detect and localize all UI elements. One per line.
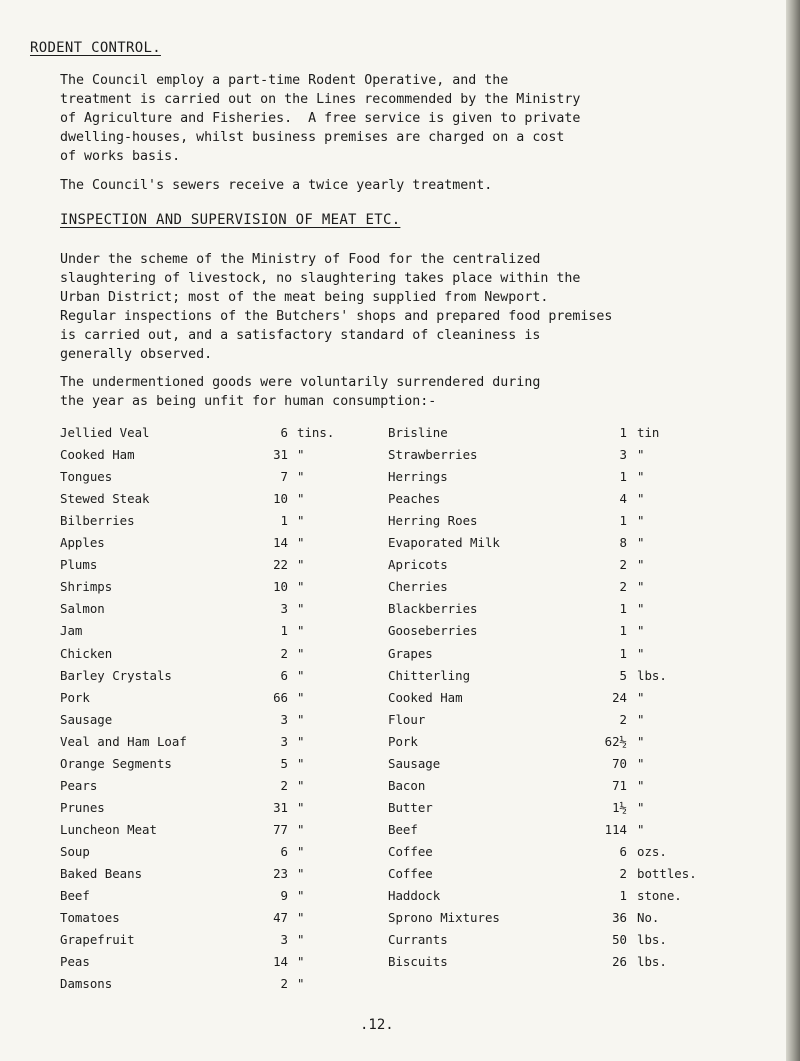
- goods-item-quantity: 3: [280, 712, 288, 727]
- goods-item-name: Butter: [388, 800, 433, 815]
- goods-item-unit: lbs.: [637, 668, 667, 683]
- heading-meat-inspection: INSPECTION AND SUPERVISION OF MEAT ETC.: [60, 212, 401, 228]
- goods-item-quantity: 14: [273, 954, 288, 969]
- goods-item-name: Peas: [60, 954, 90, 969]
- goods-item-quantity: 8: [619, 535, 627, 550]
- goods-item-name: Grapefruit: [60, 932, 135, 947]
- goods-item-unit: ": [637, 646, 645, 661]
- goods-item-name: Pork: [388, 734, 418, 749]
- goods-item-quantity: 9: [280, 888, 288, 903]
- goods-item-unit: ": [297, 756, 305, 771]
- goods-item-quantity: 2: [619, 557, 627, 572]
- scan-page-edge: [786, 0, 800, 1061]
- goods-item-unit: ": [297, 557, 305, 572]
- goods-item-unit: ": [637, 601, 645, 616]
- goods-item-unit: ": [297, 844, 305, 859]
- goods-item-name: Grapes: [388, 646, 433, 661]
- goods-item-quantity: 14: [273, 535, 288, 550]
- goods-item-name: Flour: [388, 712, 426, 727]
- goods-item-name: Salmon: [60, 601, 105, 616]
- goods-item-name: Brisline: [388, 425, 448, 440]
- goods-item-name: Shrimps: [60, 579, 113, 594]
- goods-item-quantity: 4: [619, 491, 627, 506]
- goods-item-unit: ": [637, 778, 645, 793]
- goods-item-name: Orange Segments: [60, 756, 172, 771]
- goods-item-quantity: 1: [619, 425, 627, 440]
- goods-item-name: Apples: [60, 535, 105, 550]
- goods-item-unit: ": [637, 756, 645, 771]
- goods-item-unit: ": [297, 579, 305, 594]
- goods-item-quantity: 10: [273, 491, 288, 506]
- goods-item-name: Cooked Ham: [388, 690, 463, 705]
- goods-item-name: Bacon: [388, 778, 426, 793]
- goods-item-quantity: 5: [619, 668, 627, 683]
- goods-item-unit: ": [297, 888, 305, 903]
- goods-item-unit: ": [297, 712, 305, 727]
- goods-item-unit: ": [297, 976, 305, 991]
- goods-item-name: Chicken: [60, 646, 113, 661]
- goods-item-quantity: 5: [280, 756, 288, 771]
- goods-item-unit: ": [297, 535, 305, 550]
- goods-item-quantity: 10: [273, 579, 288, 594]
- goods-item-quantity: 2: [280, 646, 288, 661]
- goods-item-name: Evaporated Milk: [388, 535, 500, 550]
- goods-item-name: Barley Crystals: [60, 668, 172, 683]
- goods-item-unit: ozs.: [637, 844, 667, 859]
- goods-item-name: Peaches: [388, 491, 441, 506]
- goods-item-unit: ": [297, 447, 305, 462]
- goods-item-quantity: 1: [280, 513, 288, 528]
- goods-item-name: Stewed Steak: [60, 491, 150, 506]
- goods-item-unit: bottles.: [637, 866, 697, 881]
- goods-item-quantity: 1: [619, 646, 627, 661]
- goods-item-quantity: 1½: [612, 800, 627, 815]
- goods-item-quantity: 3: [280, 734, 288, 749]
- goods-item-name: Damsons: [60, 976, 113, 991]
- goods-item-name: Biscuits: [388, 954, 448, 969]
- goods-item-quantity: 70: [612, 756, 627, 771]
- goods-item-quantity: 2: [619, 712, 627, 727]
- goods-item-quantity: 36: [612, 910, 627, 925]
- goods-item-unit: ": [637, 822, 645, 837]
- goods-item-name: Blackberries: [388, 601, 478, 616]
- goods-item-quantity: 1: [619, 601, 627, 616]
- heading-rodent-control: RODENT CONTROL.: [30, 40, 161, 56]
- goods-item-unit: ": [297, 469, 305, 484]
- goods-item-name: Herring Roes: [388, 513, 478, 528]
- goods-item-unit: tin: [637, 425, 660, 440]
- goods-item-unit: ": [297, 910, 305, 925]
- goods-item-unit: ": [297, 623, 305, 638]
- meat-paragraph-2: The undermentioned goods were voluntarily surrendered during the year as being unfit for human consumption:-: [60, 375, 541, 409]
- goods-item-quantity: 23: [273, 866, 288, 881]
- goods-item-quantity: 3: [280, 601, 288, 616]
- goods-item-name: Gooseberries: [388, 623, 478, 638]
- goods-item-unit: ": [297, 800, 305, 815]
- goods-item-quantity: 1: [619, 513, 627, 528]
- goods-item-name: Soup: [60, 844, 90, 859]
- goods-item-unit: ": [637, 513, 645, 528]
- goods-item-unit: ": [637, 579, 645, 594]
- goods-item-name: Baked Beans: [60, 866, 143, 881]
- goods-item-unit: ": [297, 954, 305, 969]
- goods-item-name: Currants: [388, 932, 448, 947]
- goods-item-name: Beef: [60, 888, 90, 903]
- goods-item-name: Herrings: [388, 469, 448, 484]
- goods-item-quantity: 2: [280, 976, 288, 991]
- goods-item-name: Strawberries: [388, 447, 478, 462]
- goods-item-name: Luncheon Meat: [60, 822, 157, 837]
- page-number: .12.: [360, 1017, 394, 1033]
- goods-item-quantity: 6: [280, 844, 288, 859]
- goods-item-quantity: 50: [612, 932, 627, 947]
- rodent-paragraph-1: The Council employ a part-time Rodent Operative, and the treatment is carried out on the Lines recommended by the Ministry of Agriculture and Fisheries. A free service is given to private dwelling-houses, whilst business premises are charged on a cost of works basis.: [60, 73, 581, 164]
- goods-item-name: Plums: [60, 557, 98, 572]
- goods-item-unit: ": [297, 690, 305, 705]
- goods-item-unit: ": [637, 491, 645, 506]
- meat-paragraph-1: Under the scheme of the Ministry of Food for the centralized slaughtering of livestock, no slaughtering takes place within the Urban District; most of the meat being supplied from Newport. Regular inspections of the Butchers' shops and prepared food premises is carried out, and a satisfactory standard of cleaniness is generally observed.: [60, 252, 613, 362]
- goods-item-quantity: 1: [619, 623, 627, 638]
- goods-item-name: Bilberries: [60, 513, 135, 528]
- goods-item-unit: ": [637, 800, 645, 815]
- goods-item-unit: ": [297, 866, 305, 881]
- goods-item-name: Sausage: [388, 756, 441, 771]
- goods-item-unit: ": [297, 932, 305, 947]
- goods-item-unit: stone.: [637, 888, 682, 903]
- goods-item-unit: ": [297, 646, 305, 661]
- goods-item-unit: ": [637, 623, 645, 638]
- goods-item-quantity: 31: [273, 447, 288, 462]
- goods-item-unit: ": [297, 491, 305, 506]
- goods-item-name: Pears: [60, 778, 98, 793]
- goods-item-name: Tongues: [60, 469, 113, 484]
- goods-item-quantity: 31: [273, 800, 288, 815]
- goods-item-quantity: 62½: [604, 734, 627, 749]
- goods-item-name: Sprono Mixtures: [388, 910, 500, 925]
- goods-item-quantity: 66: [273, 690, 288, 705]
- goods-item-quantity: 77: [273, 822, 288, 837]
- goods-item-quantity: 1: [619, 469, 627, 484]
- goods-item-quantity: 47: [273, 910, 288, 925]
- goods-item-unit: lbs.: [637, 932, 667, 947]
- goods-item-name: Apricots: [388, 557, 448, 572]
- goods-item-unit: tins.: [297, 425, 335, 440]
- goods-item-name: Jellied Veal: [60, 425, 150, 440]
- goods-item-quantity: 6: [280, 425, 288, 440]
- goods-item-unit: ": [297, 601, 305, 616]
- goods-item-quantity: 22: [273, 557, 288, 572]
- goods-item-name: Cherries: [388, 579, 448, 594]
- goods-item-name: Coffee: [388, 866, 433, 881]
- goods-item-unit: ": [297, 734, 305, 749]
- goods-item-quantity: 3: [619, 447, 627, 462]
- goods-item-unit: ": [297, 822, 305, 837]
- rodent-paragraph-2: The Council's sewers receive a twice yearly treatment.: [60, 178, 493, 193]
- goods-item-quantity: 26: [612, 954, 627, 969]
- goods-item-quantity: 71: [612, 778, 627, 793]
- goods-item-name: Beef: [388, 822, 418, 837]
- goods-item-name: Pork: [60, 690, 90, 705]
- goods-item-name: Tomatoes: [60, 910, 120, 925]
- goods-item-name: Veal and Ham Loaf: [60, 734, 187, 749]
- goods-item-unit: ": [637, 712, 645, 727]
- goods-item-quantity: 24: [612, 690, 627, 705]
- goods-item-unit: ": [297, 778, 305, 793]
- goods-item-name: Sausage: [60, 712, 113, 727]
- goods-item-unit: ": [637, 734, 645, 749]
- goods-item-quantity: 1: [280, 623, 288, 638]
- goods-item-quantity: 7: [280, 469, 288, 484]
- goods-item-quantity: 2: [619, 866, 627, 881]
- goods-item-unit: No.: [637, 910, 660, 925]
- goods-item-quantity: 6: [280, 668, 288, 683]
- goods-item-quantity: 1: [619, 888, 627, 903]
- goods-item-unit: ": [637, 690, 645, 705]
- goods-item-quantity: 6: [619, 844, 627, 859]
- goods-item-unit: ": [297, 513, 305, 528]
- goods-item-unit: ": [637, 469, 645, 484]
- goods-item-name: Cooked Ham: [60, 447, 135, 462]
- goods-item-unit: ": [637, 557, 645, 572]
- goods-item-name: Prunes: [60, 800, 105, 815]
- goods-item-quantity: 114: [604, 822, 627, 837]
- goods-item-name: Chitterling: [388, 668, 471, 683]
- goods-item-quantity: 2: [619, 579, 627, 594]
- goods-item-unit: ": [297, 668, 305, 683]
- goods-item-name: Haddock: [388, 888, 441, 903]
- goods-item-name: Jam: [60, 623, 83, 638]
- goods-item-name: Coffee: [388, 844, 433, 859]
- goods-item-unit: lbs.: [637, 954, 667, 969]
- goods-item-quantity: 3: [280, 932, 288, 947]
- goods-item-quantity: 2: [280, 778, 288, 793]
- goods-item-unit: ": [637, 447, 645, 462]
- goods-item-unit: ": [637, 535, 645, 550]
